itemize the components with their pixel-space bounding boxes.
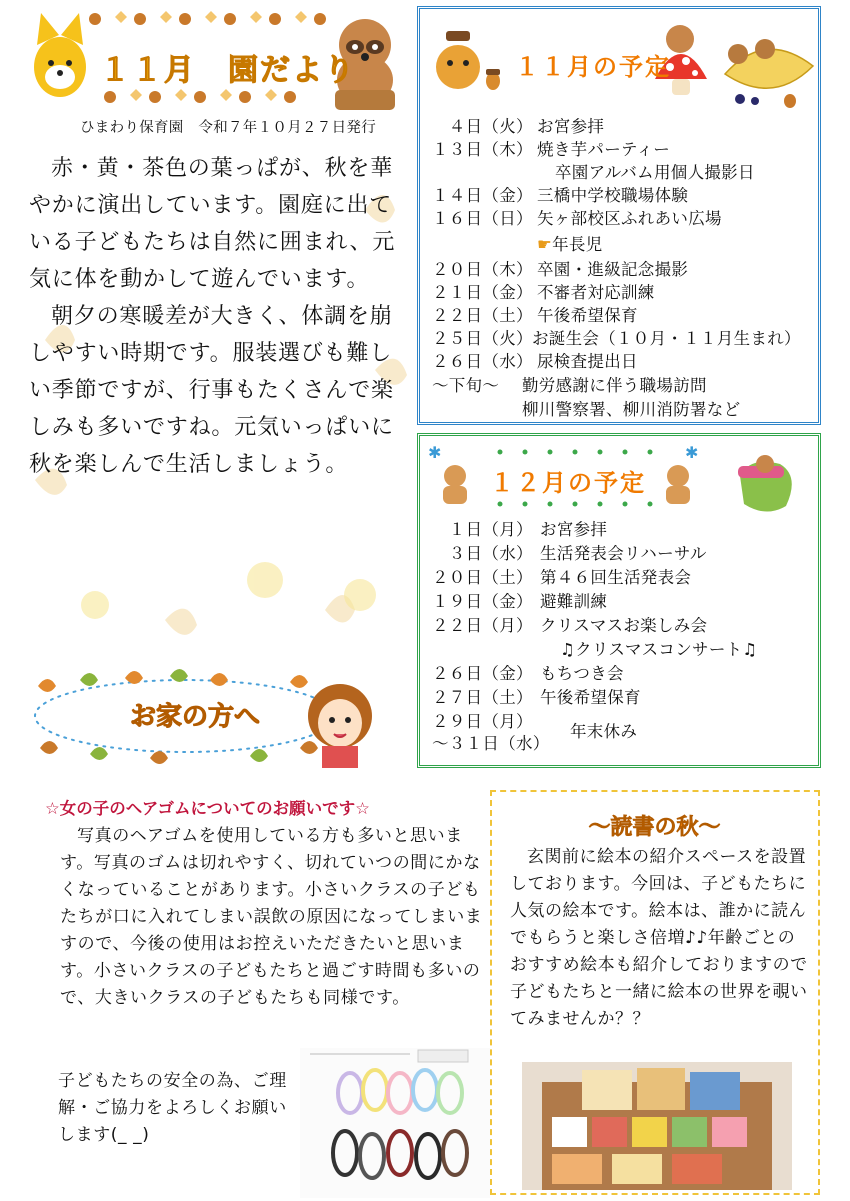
november-title: １１月の予定 (515, 53, 671, 81)
svg-text:✱: ✱ (685, 443, 699, 462)
schedule-item: ２７日（土） 午後希望保育 (432, 688, 641, 707)
bookshelf-photo (522, 1062, 792, 1190)
hair-notice-thanks: 子どもたちの安全の為、ご理解・ご協力をよろしくお願いします(_ _) (58, 1071, 287, 1145)
hair-tie-photo (300, 1048, 490, 1198)
schedule-item: ☛年長児 (537, 235, 603, 254)
schedule-item: ♫クリスマスコンサート♫ (560, 640, 758, 659)
hair-notice-heading: ☆女の子のヘアゴムについてのお願いです☆ (45, 799, 370, 818)
hair-notice-body: 写真のヘアゴムを使用している方も多いと思います。写真のゴムは切れやすく、切れていつの間にかなくなっていることがあります。小さいクラスの子どもたちが口に入れてしまい誤飲の原因になってしまいますので、今後の使用はお控えいただきたいと思います。小さいクラスの子どもたちと過ごす時間も多いので、大きいクラスの子どもたちも同様です。 (60, 826, 483, 1008)
reading-body: 玄関前に絵本の紹介スペースを設置しております。今回は、子どもたちに人気の絵本です。絵本は、誰かに読んでもらうと楽しさ倍増♪♪年齢ごとのおすすめ絵本も紹介しておりますので子どもたちと一緒に絵本の世界を覗いてみませんか？？ (510, 847, 808, 1029)
schedule-item: 卒園アルバム用個人撮影日 (555, 163, 755, 182)
fox-icon (34, 13, 86, 97)
schedule-item: １４日（金） 三橋中学校職場体験 (432, 186, 689, 205)
schedule-item: １３日（木） 焼き芋パーティー (432, 140, 671, 159)
schedule-item: ２０日（土） 第４６回生活発表会 (432, 568, 692, 587)
schedule-item: ４日（火） お宮参拝 (432, 117, 605, 136)
december-title: １２月の予定 (490, 469, 646, 497)
mitten-icon (738, 455, 792, 512)
squirrel-icon (436, 31, 480, 89)
pointing-hand-icon: ☛ (537, 235, 553, 254)
reading-section (490, 790, 820, 1195)
schedule-item: ２６日（水） 尿検査提出日 (432, 352, 638, 371)
family-banner-title: お家の方へ (129, 702, 260, 732)
reading-title: ～読書の秋～ (588, 815, 721, 840)
header (15, 5, 410, 115)
schedule-item: １６日（日） 矢ヶ部校区ふれあい広場 (432, 209, 722, 228)
schedule-item: 年末休み (570, 722, 638, 741)
schedule-item: ２９日（月） (432, 712, 533, 731)
schedule-item: ２０日（木） 卒園・進級記念撮影 (432, 260, 689, 279)
issuer-line: ひまわり保育園 令和７年１０月２７日発行 (80, 120, 376, 136)
svg-text:✱: ✱ (428, 443, 442, 462)
schedule-item: ～３１日（水） (432, 734, 550, 753)
acorn-icon (486, 69, 500, 90)
november-schedule (417, 6, 821, 425)
schedule-item: ２５日（火）お誕生会（１０月・１１月生まれ） (432, 329, 801, 348)
schedule-item: ２２日（月） クリスマスお楽しみ会 (432, 616, 708, 635)
schedule-item: ２６日（金） もちつき会 (432, 664, 624, 683)
december-schedule (417, 433, 821, 768)
schedule-item: ３日（水） 生活発表会リハーサル (432, 544, 707, 563)
leaf-icon (725, 39, 813, 108)
schedule-item: 柳川警察署、柳川消防署など (522, 400, 741, 419)
schedule-item: ～下旬～ 勤労感謝に伴う職場訪問 (432, 376, 707, 395)
page-title: １１月 園だより (100, 53, 356, 88)
schedule-item: ２２日（土） 午後希望保育 (432, 306, 638, 325)
schedule-item: １９日（金） 避難訓練 (432, 592, 608, 611)
intro-paragraph: 赤・黄・茶色の葉っぱが、秋を華やかに演出しています。園庭に出ている子どもたちは自然に囲まれ、元気に体を動かして遊んでいます。 (29, 156, 396, 292)
schedule-item: ２１日（金） 不審者対応訓練 (432, 283, 655, 302)
family-banner (30, 668, 375, 768)
intro-section (25, 150, 410, 650)
schedule-item: １日（月） お宮参拝 (432, 520, 608, 539)
intro-paragraph: 朝夕の寒暖差が大きく、体調を崩しやすい時期です。服装選びも難しい季節ですが、行事もたくさんで楽しみも多いですね。元気いっぱいに秋を楽しんで生活しましょう。 (29, 304, 394, 477)
